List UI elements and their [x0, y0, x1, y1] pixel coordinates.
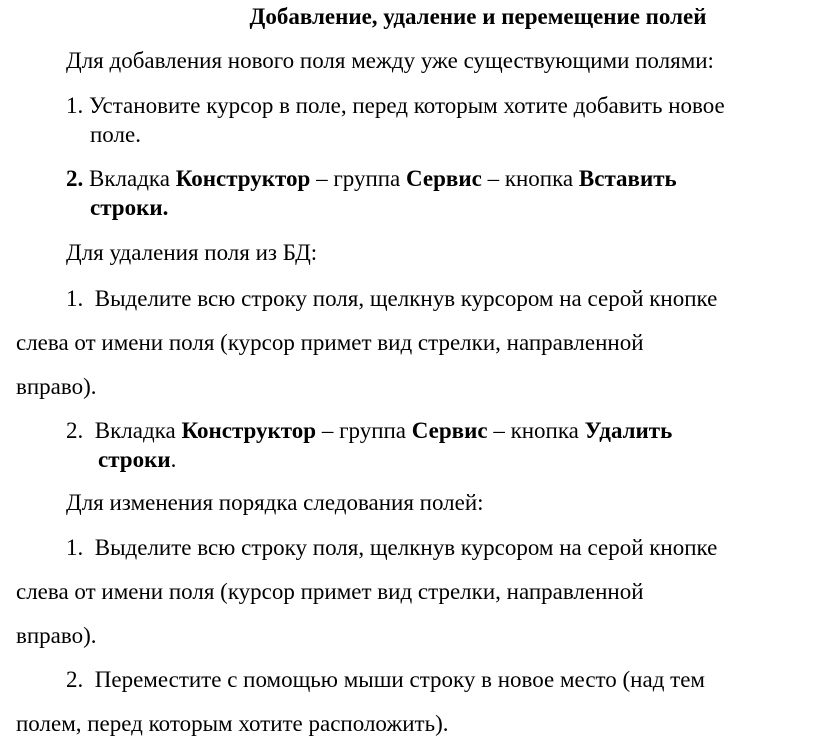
add-step2-line1 — [66, 166, 677, 192]
move-step1-number: 1. — [66, 535, 84, 560]
add-step1-text: Установите курсор в поле, перед которым хотите добавить новое — [89, 93, 725, 118]
move-step1-line1 — [66, 535, 717, 561]
delete-step2-group-word: – группа — [321, 418, 407, 443]
delete-step1-line1 — [66, 286, 717, 312]
delete-step2-number: 2. — [66, 418, 84, 443]
move-step2-text: Переместите с помощью мыши строку в новое место (над тем — [94, 667, 705, 692]
add-intro: Для добавления нового поля между уже существующими полями: — [66, 48, 714, 73]
add-step2-number: 2. — [66, 166, 84, 191]
move-step1-line2: слева от имени поля (курсор примет вид стрелки, направленной — [16, 579, 644, 604]
add-step1-number: 1. — [66, 93, 84, 118]
delete-step1-line3: вправо). — [16, 374, 97, 399]
delete-step2-line2 — [98, 447, 176, 473]
add-step1-line2: поле. — [90, 122, 141, 147]
page-title: Добавление, удаление и перемещение полей — [249, 4, 707, 29]
add-step1-line1 — [66, 93, 725, 119]
move-step2-line1 — [66, 667, 705, 693]
move-step1-line3: вправо). — [16, 623, 97, 648]
add-step2-group-word: – группа — [316, 166, 401, 191]
delete-step2-group-name: Сервис — [411, 418, 488, 443]
delete-step1-number: 1. — [66, 286, 84, 311]
move-step2-line2: полем, перед которым хотите расположить). — [16, 711, 449, 736]
add-step2-group-name: Сервис — [406, 166, 482, 191]
delete-step2-end: . — [170, 447, 177, 472]
move-step2-number: 2. — [66, 667, 84, 692]
delete-step2-tab-name: Конструктор — [181, 418, 317, 443]
add-step2-button-name-part2: строки. — [90, 195, 169, 220]
move-intro: Для изменения порядка следования полей: — [66, 490, 484, 515]
add-step2-tab-word: Вкладка — [89, 166, 170, 191]
move-step1-text: Выделите всю строку поля, щелкнув курсором на серой кнопке — [94, 535, 718, 560]
delete-step2-line1 — [66, 418, 672, 444]
delete-step2-button-name-part2: строки — [98, 447, 171, 472]
delete-step2-tab-word: Вкладка — [94, 418, 176, 443]
add-step2-button-word: – кнопка — [487, 166, 574, 191]
delete-intro: Для удаления поля из БД: — [66, 240, 318, 265]
delete-step2-button-word: – кнопка — [493, 418, 579, 443]
delete-step1-line2: слева от имени поля (курсор примет вид стрелки, направленной — [16, 330, 644, 355]
delete-step2-button-name-part1: Удалить — [584, 418, 673, 443]
delete-step1-text: Выделите всю строку поля, щелкнув курсором на серой кнопке — [94, 286, 718, 311]
add-step2-tab-name: Конструктор — [175, 166, 311, 191]
add-step2-button-name-part1: Вставить — [578, 166, 677, 191]
